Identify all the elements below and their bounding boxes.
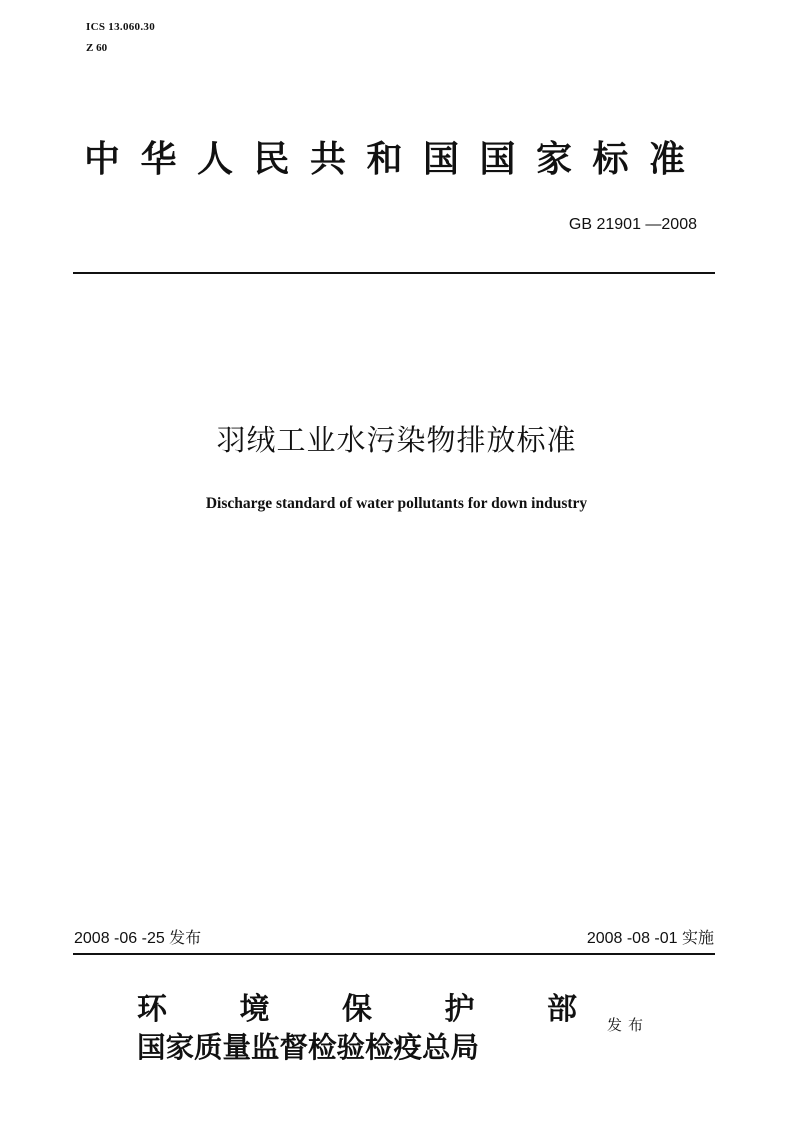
issuer-ministry-char: 环 <box>137 992 167 1027</box>
issue-date: 2008 -06 -25 发布 <box>74 930 202 947</box>
standard-number: GB 21901 —2008 <box>568 216 697 233</box>
issuer-ministry-char: 护 <box>444 992 475 1027</box>
issuer-ministry-char: 保 <box>342 992 372 1027</box>
classification-code: Z 60 <box>86 42 108 54</box>
issuer-ministry-char: 部 <box>547 992 577 1027</box>
bottom-divider <box>73 953 715 955</box>
publish-label: 发布 <box>607 1016 650 1034</box>
issuer-ministry-char: 境 <box>239 992 270 1027</box>
standard-category-title: 中华人民共和国国家标准 <box>84 138 706 180</box>
document-title-en: Discharge standard of water pollutants for down industry <box>205 495 588 512</box>
document-title-cn: 羽绒工业水污染物排放标准 <box>216 423 577 457</box>
issuer-aqsiq: 国家质量监督检验检疫总局 <box>137 1030 480 1064</box>
issuer-ministry <box>137 992 577 1028</box>
top-divider <box>73 272 715 274</box>
effective-date: 2008 -08 -01 实施 <box>586 930 714 947</box>
ics-code: ICS 13.060.30 <box>86 21 155 33</box>
